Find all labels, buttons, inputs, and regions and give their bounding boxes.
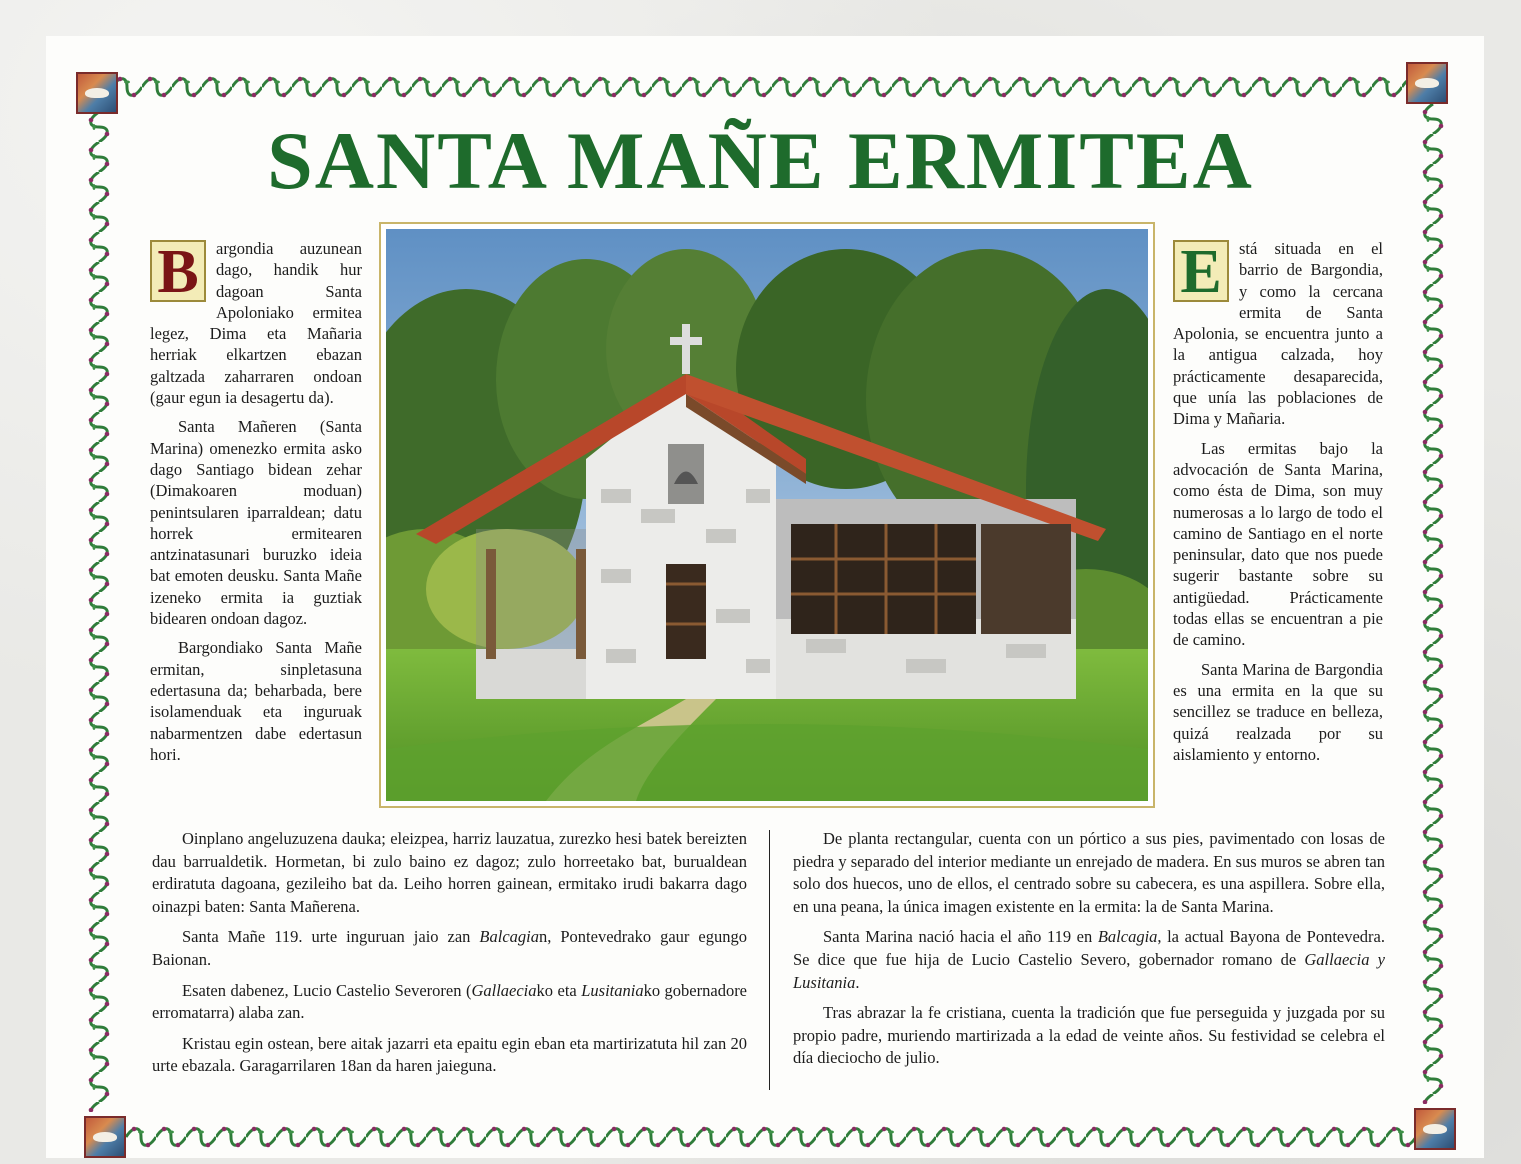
- hermitage-illustration: [386, 229, 1148, 801]
- corner-ornament-top-left: [76, 72, 118, 114]
- left-text-column: [150, 238, 362, 773]
- right-paragraph-1-text: stá situada en el barrio de Bargondia, y como la cercana ermita de Santa Apolonia, se encuentra junto a la antigua calzada, hoy prácticamente desaparecida, que unía las poblaciones de Dima y Mañaria.: [1173, 239, 1383, 429]
- italic-run: Balcagia: [1097, 927, 1158, 947]
- dropcap-b: B: [150, 240, 206, 302]
- corner-ornament-top-right: [1406, 62, 1448, 104]
- text-run: ko gobernadore erromatarra) alaba zan.: [152, 980, 748, 1023]
- right-paragraph-2: Las ermitas bajo la advocación de Santa Marina, como ésta de Dima, son muy numerosas a lo largo de todo el camino de Santiago en el norte peninsular, dato que nos puede sugerir bastante sobre su antigüedad. Prácticamente todas ellas se encuentran a pie de camino.: [1173, 438, 1383, 650]
- left-paragraph-1: [150, 238, 362, 408]
- italic-run: Lusitania: [581, 980, 644, 1000]
- text-run: .: [855, 972, 860, 992]
- text-run: Esaten dabenez, Lucio Castelio Severoren (: [182, 980, 472, 1000]
- vine-border-left: [86, 112, 112, 1112]
- text-run: Santa Marina nació hacia el año 119 en: [823, 927, 1098, 947]
- text-run: ko eta: [536, 980, 582, 1000]
- left-paragraph-1-text: argondia auzunean dago, handik hur dagoan Santa Apoloniako ermitea legez, Dima eta Mañaria herriak elkartzen ebazan galtzada zaharraren ondoan (gaur egun ia desagertu da).: [150, 239, 362, 408]
- hermitage-painting: [379, 222, 1155, 808]
- italic-run: Gallaecia: [471, 980, 537, 1000]
- bottom-right-text: [793, 828, 1385, 1078]
- vine-border-right: [1420, 104, 1446, 1104]
- italic-run: Balcagia: [479, 927, 539, 947]
- right-paragraph-3: Santa Marina de Bargondia es una ermita en la que su sencillez se traduce en belleza, quizá realzada por su aislamiento y entorno.: [1173, 659, 1383, 764]
- bottom-left-paragraph-2: [152, 926, 747, 971]
- left-paragraph-3: Bargondiako Santa Mañe ermitan, sinpletasuna edertasuna da; beharbada, bere isolamenduak eta inguruak nabarmentzen dabe edertasun hori.: [150, 638, 362, 764]
- page-title: SANTA MAÑE ERMITEA: [267, 115, 1254, 206]
- text-run: Santa Mañe 119. urte inguruan jaio zan: [182, 927, 480, 947]
- text-run: , la actual Bayona de Pontevedra. Se dice que fue hija de Lucio Castelio Severo, gobernador romano de: [793, 927, 1385, 969]
- bottom-right-paragraph-1: De planta rectangular, cuenta con un pórtico a sus pies, pavimentado con losas de piedra y separado del interior mediante un enrejado de madera. En sus muros se abren tan solo dos huecos, uno de ellos, el centrado sobre su cabecera, es una aspillera. Sobre ella, en una peana, la única imagen existente en la ermita: la de Santa Marina.: [793, 829, 1385, 916]
- bottom-left-paragraph-1: Oinplano angeluzuzena dauka; eleizpea, harriz lauzatua, zurezko hesi batek bereizten dau barrualdetik. Hormetan, bi zulo baino ez dagoz; zulo horreetako bat, burualdean erdiratuta dagoana, gezileiho bat da. Leiho horren gainean, ermitako irudi bakarra dago oinazpi baten: Santa Mañerena.: [152, 829, 747, 916]
- bottom-left-paragraph-3: [152, 980, 747, 1025]
- right-paragraph-1: [1173, 238, 1383, 430]
- bottom-right-paragraph-3: Tras abrazar la fe cristiana, cuenta la tradición que fue perseguida y juzgada por su propio padre, muriendo martirizada a la edad de veinte años. Su festividad se celebra el día dieciocho de julio.: [793, 1003, 1385, 1068]
- bottom-left-text: [152, 828, 747, 1086]
- column-divider: [769, 830, 770, 1090]
- corner-ornament-bottom-left: [84, 1116, 126, 1158]
- left-paragraph-2: Santa Mañeren (Santa Marina) omenezko ermita asko dago Santiago bidean zehar (Dimakoaren moduan) penintsularen iparraldean; datu horrek ermitearen antzinatasunari buruzko ideia bat emoten deusku. Santa Mañe izeneko ermita ia guztiak bidearen ondoan dagoz.: [150, 417, 362, 629]
- text-run: n, Pontevedrako gaur egungo Baionan.: [152, 927, 747, 969]
- italic-run: Gallaecia y Lusitania: [793, 949, 1385, 992]
- vine-border-top: [112, 74, 1410, 100]
- corner-ornament-bottom-right: [1414, 1108, 1456, 1150]
- vine-border-bottom: [126, 1124, 1420, 1150]
- right-text-column: [1173, 238, 1383, 773]
- dropcap-e: E: [1173, 240, 1229, 302]
- bottom-right-paragraph-2: [793, 926, 1385, 994]
- bottom-left-paragraph-4: Kristau egin ostean, bere aitak jazarri eta epaitu egin eban eta martirizatuta hil zan 20 urte ebazala. Garagarrilaren 18an da haren jaieguna.: [152, 1033, 747, 1076]
